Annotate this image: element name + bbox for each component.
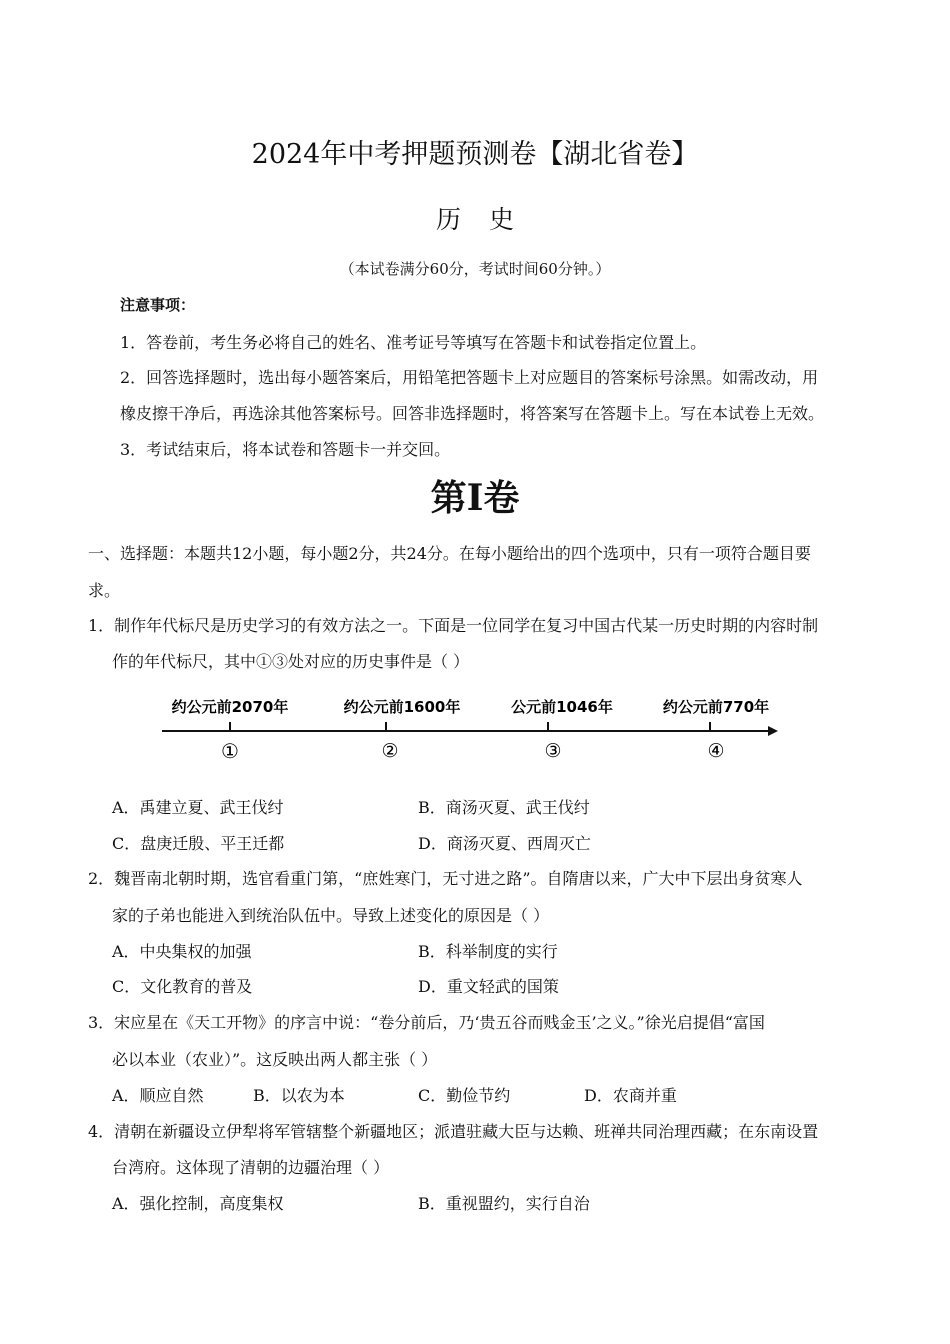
notice-item-3: 3．考试结束后，将本试卷和答题卡一并交回。 xyxy=(120,440,451,459)
question-2-option-b: B．科举制度的实行 xyxy=(418,942,558,961)
question-1-text: 1．制作年代标尺是历史学习的有效方法之一。下面是一位同学在复习中国古代某一历史时期的内容时制 xyxy=(88,616,819,635)
question-3-option-b: B．以农为本 xyxy=(253,1086,345,1105)
question-4-option-a: A．强化控制，高度集权 xyxy=(112,1194,284,1213)
question-3-text: 3．宋应星在《天工开物》的序言中说：“卷分前后，乃‘贵五谷而贱金玉’之义。”徐光启提倡“富国 xyxy=(88,1013,765,1032)
question-4-text-cont: 台湾府。这体现了清朝的边疆治理（ ） xyxy=(112,1158,390,1177)
question-1-option-b: B．商汤灭夏、武王伐纣 xyxy=(418,798,590,817)
part-title: 第Ⅰ卷 xyxy=(430,477,520,519)
section-heading-cont: 求。 xyxy=(88,581,121,600)
question-2-text-cont: 家的子弟也能进入到统治队伍中。导致上述变化的原因是（ ） xyxy=(112,906,550,925)
question-2-option-d: D．重文轻武的国策 xyxy=(418,977,559,996)
timeline-figure xyxy=(150,690,790,770)
question-3-option-a: A．顺应自然 xyxy=(112,1086,204,1105)
timeline-arrow xyxy=(768,726,778,736)
timeline-marker-1: ① xyxy=(221,739,239,763)
question-4-text: 4．清朝在新疆设立伊犁将军管辖整个新疆地区；派遣驻藏大臣与达赖、班禅共同治理西藏；在东南设置 xyxy=(88,1122,819,1141)
question-1-option-a: A．禹建立夏、武王伐纣 xyxy=(112,798,284,817)
question-1-option-c: C．盘庚迁殷、平王迁都 xyxy=(112,834,285,853)
question-2-option-c: C．文化教育的普及 xyxy=(112,977,253,996)
timeline-marker-3: ③ xyxy=(544,740,562,762)
subject-title: 历史 xyxy=(435,205,542,234)
notice-heading: 注意事项： xyxy=(120,296,196,314)
question-1-text-cont: 作的年代标尺，其中①③处对应的历史事件是（ ） xyxy=(112,652,470,671)
exam-title: 2024年中考押题预测卷【湖北省卷】 xyxy=(251,139,699,170)
question-3-option-d: D．农商并重 xyxy=(584,1086,677,1105)
question-4-option-b: B．重视盟约，实行自治 xyxy=(418,1194,590,1213)
timeline-marker-2: ② xyxy=(381,740,399,762)
question-1-option-d: D．商汤灭夏、西周灭亡 xyxy=(418,834,591,853)
timeline-label-1: 约公元前2070年 xyxy=(171,698,289,716)
timeline-label-3: 公元前1046年 xyxy=(511,698,613,716)
score-note: （本试卷满分60分，考试时间60分钟。） xyxy=(339,260,611,278)
notice-item-1: 1．答卷前，考生务必将自己的姓名、准考证号等填写在答题卡和试卷指定位置上。 xyxy=(120,333,707,352)
timeline-label-4: 约公元前770年 xyxy=(662,698,770,716)
notice-item-2: 2．回答选择题时，选出每小题答案后，用铅笔把答题卡上对应题目的答案标号涂黑。如需改动，用 xyxy=(120,368,819,387)
question-2-option-a: A．中央集权的加强 xyxy=(112,942,252,961)
timeline-label-2: 约公元前1600年 xyxy=(343,698,461,716)
question-3-option-c: C．勤俭节约 xyxy=(418,1086,511,1105)
question-2-text: 2．魏晋南北朝时期，选官看重门第，“庶姓寒门，无寸进之路”。自隋唐以来，广大中下层出身贫寒人 xyxy=(88,869,803,888)
section-heading: 一、选择题：本题共12小题，每小题2分，共24分。在每小题给出的四个选项中，只有一项符合题目要 xyxy=(88,544,811,563)
notice-item-2-cont: 橡皮擦干净后，再选涂其他答案标号。回答非选择题时，将答案写在答题卡上。写在本试卷上无效。 xyxy=(120,404,825,423)
timeline-marker-4: ④ xyxy=(707,740,725,762)
question-3-text-cont: 必以本业（农业）”。这反映出两人都主张（ ） xyxy=(112,1050,438,1069)
